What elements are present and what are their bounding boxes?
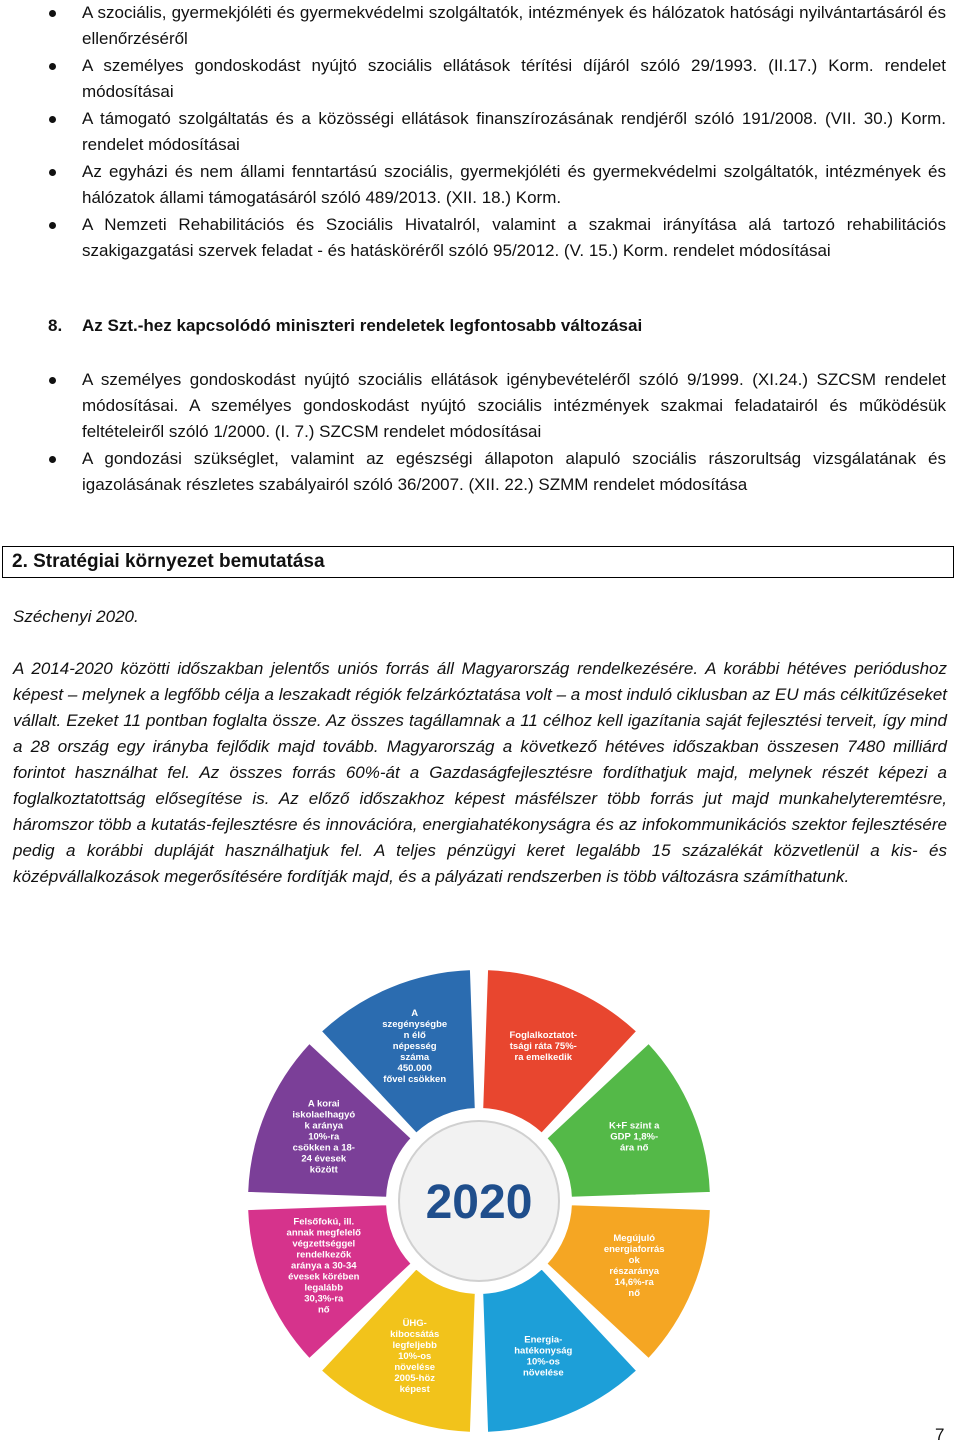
list-item: A személyes gondoskodást nyújtó szociális ellátások térítési díjáról szóló 29/1993. (II.17.) Korm. rendelet módosításai <box>0 53 960 105</box>
section-8-heading <box>48 314 642 338</box>
page-number: 7 <box>935 1425 945 1444</box>
list-item: A szociális, gyermekjóléti és gyermekvédelmi szolgáltatók, intézmények és hálózatok hatósági nyilvántartásáról és ellenőrzéséről <box>0 0 960 52</box>
goal-label: A szegénységbe n élő népesség száma 450.000 fővel csökken <box>382 1007 448 1085</box>
list-item: A gondozási szükséglet, valamint az egészségi állapoton alapuló szociális rászorultság vizsgálatának és igazolásának részletes szabályairól szóló 36/2007. (XII. 22.) SZMM rendelet módosítása <box>0 446 960 498</box>
goal-label: Energia-hatékonyság 10%-os növelése <box>514 1334 573 1379</box>
section-title: 2. Stratégiai környezet bemutatása <box>12 551 325 572</box>
section-title: Az Szt.-hez kapcsolódó miniszteri rendeletek legfontosabb változásai <box>82 316 643 335</box>
body-paragraph: A 2014-2020 közötti időszakban jelentős uniós forrás áll Magyarország rendelkezésére. A korábbi hétéves periódushoz képest – melynek a legfőbb célja a leszakadt régiók felzárkóztatása volt – a most induló ciklusban az EU más célkitűzéseket vállalt. Ezeket 11 pontban foglalta össze. Az összes tagállamnak a 11 célhoz kell igazítania saját fejlesztési terveit, így mind a 28 ország egy irányba fejlődik majd tovább. Magyarország a következő hétéves időszakban összesen 7480 milliárd forintot használhat fel. Az összes forrás 60%-át a Gazdaságfejlesztésre fordíthatjuk majd, melynek részét képezi a foglalkoztatottság elősegítése is. Az előző időszakhoz képest másfélszer több forrás jut majd munkahelyteremtésre, háromszor több a kutatás-fejlesztésre és innovációra, energiahatékonyságra és az infokommunikációs szektor fejlesztésére pedig a korábbi dupláját használhatjuk fel. A teljes pénzügyi keret legalább 15 százalékát közvetlenül a kis- és középvállalkozások megerősítésére fordítják majd, és a pályázati rendszerben is több változásra számíthatunk. <box>13 659 947 886</box>
goal-label: K+F szint a GDP 1,8%-ára nő <box>609 1120 660 1154</box>
ministerial-decree-list <box>0 367 960 499</box>
list-item: A támogató szolgáltatás és a közösségi ellátások finanszírozásának rendjéről szóló 191/2008. (VII. 30.) Korm. rendelet módosításai <box>0 106 960 158</box>
section-2-heading <box>2 546 954 578</box>
center-year: 2020 <box>425 1176 533 1229</box>
europe-2020-goals-diagram <box>232 968 727 1438</box>
section-number: 8. <box>48 316 63 335</box>
goal-label: Foglalkoztatot-tsági ráta 75%-ra emelkedik <box>509 1029 578 1063</box>
list-item: Az egyházi és nem állami fenntartású szociális, gyermekjóléti és gyermekvédelmi szolgáltatók, intézmények és hálózatok állami támogatásáról szóló 489/2013. (XII. 18.) Korm. <box>0 159 960 211</box>
szechenyi-label: Széchenyi 2020. <box>13 607 139 626</box>
list-item: A Nemzeti Rehabilitációs és Szociális Hivatalról, valamint a szakmai irányítása alá tartozó rehabilitációs szakigazgatási szervek feladat - és hatásköréről szóló 95/2012. (V. 15.) Korm. rendelet módosításai <box>0 212 960 264</box>
list-item: A személyes gondoskodást nyújtó szociális ellátások igénybevételéről szóló 9/1999. (XI.24.) SZCSM rendelet módosításai. A személyes gondoskodást nyújtó szociális intézmények szakmai feladatairól és működésük feltételeiről szóló 1/2000. (I. 7.) SZCSM rendelet módosításai <box>0 367 960 445</box>
goal-label: Megújuló energiaforrás ok részaránya 14,6%-ra nő <box>603 1232 665 1299</box>
regulation-list <box>0 0 960 265</box>
goal-label: A korai iskolaelhagyó k aránya 10%-ra csökken a 18-24 évesek között <box>292 1098 356 1176</box>
goal-label: Felsőfokú, ill. annak megfelelő végzettséggel rendelkezők aránya a 30-34 évesek körében legalább 30,3%-ra nő <box>286 1216 362 1316</box>
goal-label: ÜHG-kibocsátás legfeljebb 10%-os növelése 2005-höz képest <box>390 1318 440 1396</box>
